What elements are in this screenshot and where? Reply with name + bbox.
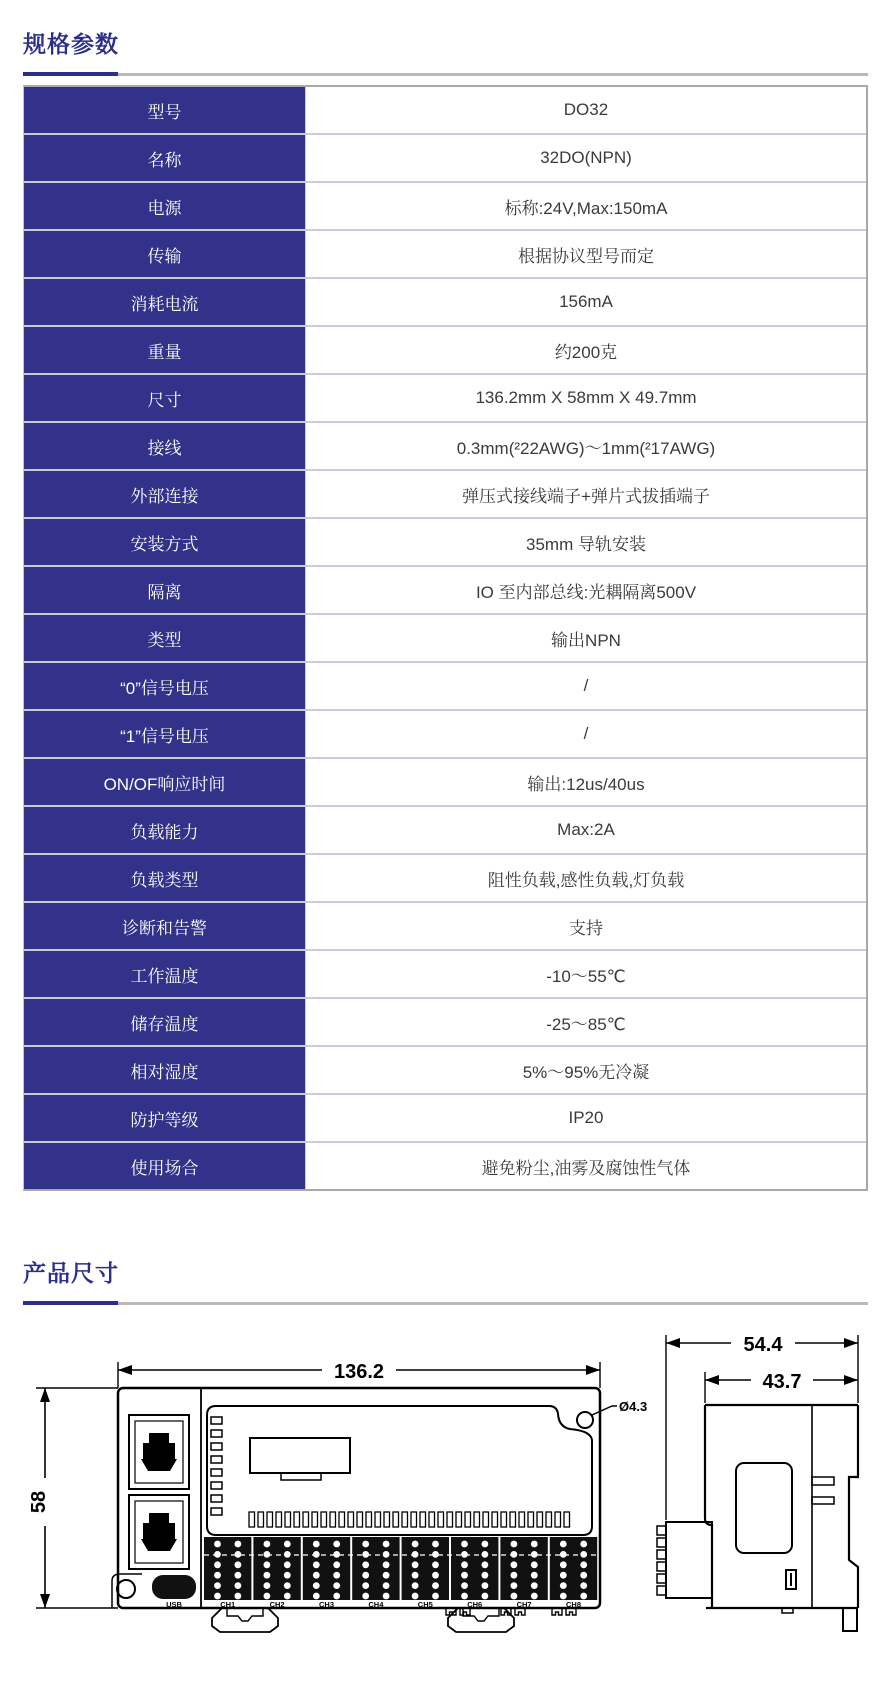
side-bottom-clip: [843, 1608, 857, 1631]
table-row: [24, 807, 866, 855]
spec-label: 重量: [24, 327, 305, 373]
spec-label: “1”信号电压: [24, 711, 305, 757]
table-row: [24, 999, 866, 1047]
terminal-block: [352, 1537, 399, 1600]
side-view: [657, 1333, 858, 1631]
side-slot: [786, 1570, 796, 1589]
front-width-dim-label: 136.2: [333, 1361, 385, 1383]
spec-value: -25～85℃: [305, 999, 866, 1045]
spec-label: 相对湿度: [24, 1047, 305, 1093]
spec-value: 避免粉尘,油雾及腐蚀性气体: [305, 1143, 866, 1189]
table-row: [24, 711, 866, 759]
spec-label: 负载类型: [24, 855, 305, 901]
table-row: [24, 471, 866, 519]
table-row: [24, 183, 866, 231]
terminal-block: [303, 1537, 350, 1600]
side-terminal-teeth: [657, 1526, 666, 1595]
side-bottom-tab: [782, 1608, 793, 1613]
ethernet-port-2: [129, 1495, 189, 1569]
table-row: [24, 327, 866, 375]
specs-section-title: 规格参数: [23, 31, 119, 57]
hole-leader-line: [592, 1406, 617, 1415]
rail-hook-lower: [812, 1497, 834, 1504]
table-row: [24, 87, 866, 135]
table-row: [24, 951, 866, 999]
front-width-dimension: [118, 1360, 600, 1388]
table-row: [24, 279, 866, 327]
front-inner-panel: [207, 1406, 592, 1535]
din-rail-clip-left: [212, 1608, 278, 1632]
usb-label: USB: [166, 1600, 182, 1609]
spec-value: 约200克: [305, 327, 866, 373]
spec-label: 消耗电流: [24, 279, 305, 325]
table-row: [24, 135, 866, 183]
table-row: [24, 1047, 866, 1095]
terminal-blocks: [204, 1537, 597, 1600]
dimensions-section-title: 产品尺寸: [23, 1260, 119, 1286]
channel-label-ch5: CH5: [417, 1600, 433, 1609]
channel-label-ch4: CH4: [368, 1600, 384, 1609]
spec-value: 136.2mm X 58mm X 49.7mm: [305, 375, 866, 421]
spec-label: 使用场合: [24, 1143, 305, 1189]
spec-value: 输出NPN: [305, 615, 866, 661]
spec-label: 尺寸: [24, 375, 305, 421]
table-row: [24, 567, 866, 615]
channel-label-ch1: CH1: [220, 1600, 236, 1609]
terminal-block: [500, 1537, 547, 1600]
rail-hook-upper: [812, 1477, 834, 1485]
spec-value: -10～55℃: [305, 951, 866, 997]
rule-blue-segment: [23, 1301, 118, 1305]
spec-value: 输出:12us/40us: [305, 759, 866, 805]
side-body-depth-dimension: [705, 1370, 858, 1403]
spec-label: 名称: [24, 135, 305, 181]
spec-value: Max:2A: [305, 807, 866, 853]
side-center-recess: [736, 1463, 792, 1553]
spec-label: “0”信号电压: [24, 663, 305, 709]
spec-value: 32DO(NPN): [305, 135, 866, 181]
spec-label: 型号: [24, 87, 305, 133]
table-row: [24, 423, 866, 471]
side-terminal-block: [666, 1522, 712, 1598]
spec-label: 负载能力: [24, 807, 305, 853]
spec-value: 弹压式接线端子+弹片式拔插端子: [305, 471, 866, 517]
spec-label: 工作温度: [24, 951, 305, 997]
spec-value: /: [305, 711, 866, 757]
table-row: [24, 375, 866, 423]
side-body-depth-label: 43.7: [762, 1371, 802, 1393]
terminal-block: [550, 1537, 597, 1600]
specs-title-rule: [23, 72, 868, 76]
spec-label: 防护等级: [24, 1095, 305, 1141]
spec-value: 5%～95%无冷凝: [305, 1047, 866, 1093]
spec-label: 电源: [24, 183, 305, 229]
usb-connector: [152, 1575, 196, 1599]
spec-label: 储存温度: [24, 999, 305, 1045]
front-height-dimension: [28, 1388, 118, 1608]
bottom-left-hole: [117, 1580, 135, 1598]
spec-value: 根据协议型号而定: [305, 231, 866, 277]
channel-label-ch8: CH8: [565, 1600, 582, 1609]
front-view: [28, 1360, 647, 1632]
channel-label-ch6: CH6: [467, 1600, 483, 1609]
spec-table: [23, 85, 868, 1191]
side-overall-depth-label: 54.4: [743, 1334, 783, 1356]
channel-label-ch7: CH7: [516, 1600, 532, 1609]
spec-value: 35mm 导轨安装: [305, 519, 866, 565]
spec-label: 接线: [24, 423, 305, 469]
status-led-column: [211, 1417, 222, 1515]
page: [0, 26, 891, 1687]
spec-value: 0.3mm(²22AWG)～1mm(²17AWG): [305, 423, 866, 469]
channel-label-ch2: CH2: [269, 1600, 285, 1609]
channel-led-row: [249, 1512, 570, 1527]
terminal-block: [204, 1537, 251, 1600]
spec-value: 支持: [305, 903, 866, 949]
channel-label-ch3: CH3: [318, 1600, 335, 1609]
display-window: [250, 1438, 350, 1480]
rule-gray-segment: [118, 73, 868, 76]
spec-value: IO 至内部总线:光耦隔离500V: [305, 567, 866, 613]
spec-value: /: [305, 663, 866, 709]
hole-dim-label: Ø4.3: [619, 1399, 648, 1414]
mounting-hole: [577, 1412, 593, 1428]
spec-label: 隔离: [24, 567, 305, 613]
side-body-outline: [705, 1405, 858, 1608]
terminal-block: [402, 1537, 449, 1600]
dimensions-title-rule: [23, 1301, 868, 1305]
table-row: [24, 519, 866, 567]
table-row: [24, 1095, 866, 1143]
spec-value: 阻性负载,感性负载,灯负载: [305, 855, 866, 901]
table-row: [24, 855, 866, 903]
spec-value: 156mA: [305, 279, 866, 325]
spec-value: 标称:24V,Max:150mA: [305, 183, 866, 229]
table-row: [24, 231, 866, 279]
spec-label: 诊断和告警: [24, 903, 305, 949]
spec-value: DO32: [305, 87, 866, 133]
table-row: [24, 903, 866, 951]
spec-label: 类型: [24, 615, 305, 661]
side-overall-depth-dimension: [666, 1333, 858, 1520]
rule-gray-segment: [118, 1302, 868, 1305]
rule-blue-segment: [23, 72, 118, 76]
table-row: [24, 759, 866, 807]
spec-label: ON/OF响应时间: [24, 759, 305, 805]
spec-value: IP20: [305, 1095, 866, 1141]
spec-label: 安装方式: [24, 519, 305, 565]
table-row: [24, 1143, 866, 1189]
table-row: [24, 615, 866, 663]
ethernet-port-1: [129, 1415, 189, 1489]
terminal-block: [253, 1537, 300, 1600]
spec-label: 外部连接: [24, 471, 305, 517]
table-row: [24, 663, 866, 711]
spec-label: 传输: [24, 231, 305, 277]
terminal-block: [451, 1537, 498, 1600]
front-height-dim-label: 58: [28, 1490, 50, 1514]
